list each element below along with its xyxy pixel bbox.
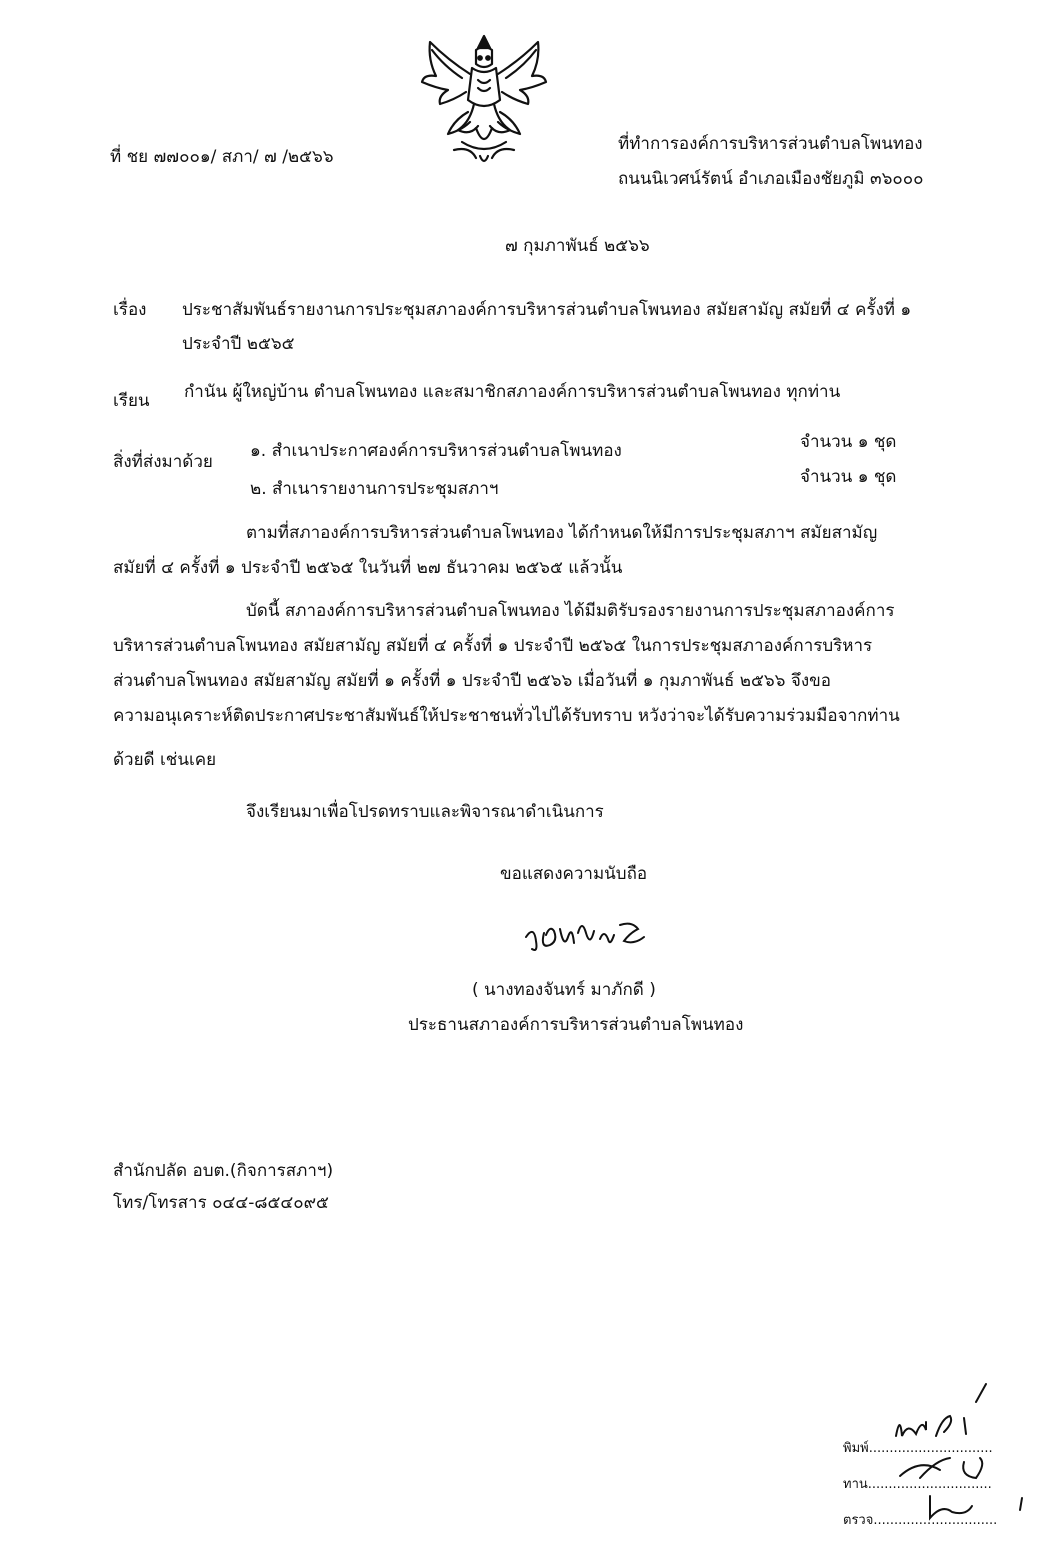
garuda-emblem-icon [418,30,550,170]
enclosures-label: สิ่งที่ส่งมาด้วย [113,452,213,472]
footer-phone: โทร/โทรสาร ๐๔๔-๘๕๔๐๙๕ [113,1193,329,1213]
typed-by-line: พิมพ์.............................. [843,1441,993,1456]
handwritten-initials-icon [880,1378,1030,1528]
enclosure-qty-1: จำนวน ๑ ชุด [800,432,897,452]
para2-line-1: บัดนี้ สภาองค์การบริหารส่วนตำบลโพนทอง ได้มีมติรับรองรายงานการประชุมสภาองค์การ [246,601,895,621]
closing-salutation: ขอแสดงความนับถือ [500,864,648,884]
para2-line-4: ความอนุเคราะห์ติดประกาศประชาสัมพันธ์ให้ประชาชนทั่วไปได้รับทราบ หวังว่าจะได้รับความร่วมมือจากท่าน [113,706,900,726]
proofread-by-line: ทาน.............................. [843,1477,992,1492]
para1-line-2: สมัยที่ ๔ ครั้งที่ ๑ ประจำปี ๒๕๖๕ ในวันที่ ๒๗ ธันวาคม ๒๕๖๕ แล้วนั้น [113,558,623,578]
subject-label: เรื่อง [113,300,147,320]
signatory-name: ( นางทองจันทร์ มาภักดี ) [472,980,656,1000]
document-number: ที่ ชย ๗๗๐๐๑/ สภา/ ๗ /๒๕๖๖ [110,147,334,167]
enclosure-qty-2: จำนวน ๑ ชุด [800,467,897,487]
checked-by-line: ตรวจ.............................. [843,1513,998,1528]
office-address-line-1: ที่ทำการองค์การบริหารส่วนตำบลโพนทอง [618,134,923,154]
footer-department: สำนักปลัด อบต.(กิจการสภาฯ) [113,1161,334,1181]
subject-line-1: ประชาสัมพันธ์รายงานการประชุมสภาองค์การบริหารส่วนตำบลโพนทอง สมัยสามัญ สมัยที่ ๔ ครั้งที่ ๑ [182,300,912,320]
para2-line-3: ส่วนตำบลโพนทอง สมัยสามัญ สมัยที่ ๑ ครั้งที่ ๑ ประจำปี ๒๕๖๖ เมื่อวันที่ ๑ กุมภาพันธ์ ๒๕๖๖ จึงขอ [113,671,831,691]
enclosure-item-1: ๑. สำเนาประกาศองค์การบริหารส่วนตำบลโพนทอง [250,441,622,461]
document-date: ๗ กุมภาพันธ์ ๒๕๖๖ [505,236,650,256]
para2-line-2: บริหารส่วนตำบลโพนทอง สมัยสามัญ สมัยที่ ๔ ครั้งที่ ๑ ประจำปี ๒๕๖๕ ในการประชุมสภาองค์การบริหาร [113,636,873,656]
para1-line-1: ตามที่สภาองค์การบริหารส่วนตำบลโพนทอง ได้กำหนดให้มีการประชุมสภาฯ สมัยสามัญ [246,523,878,543]
recipient-text: กำนัน ผู้ใหญ่บ้าน ตำบลโพนทอง และสมาชิกสภาองค์การบริหารส่วนตำบลโพนทอง ทุกท่าน [184,382,841,402]
recipient-label: เรียน [113,391,150,411]
handwritten-signature-icon [520,915,650,965]
para2-line-5: ด้วยดี เช่นเคย [113,750,217,770]
signatory-position: ประธานสภาองค์การบริหารส่วนตำบลโพนทอง [408,1015,744,1035]
enclosure-item-2: ๒. สำเนารายงานการประชุมสภาฯ [250,479,499,499]
office-address-line-2: ถนนนิเวศน์รัตน์ อำเภอเมืองชัยภูมิ ๓๖๐๐๐ [618,169,924,189]
closing-request: จึงเรียนมาเพื่อโปรดทราบและพิจารณาดำเนินการ [246,802,604,822]
subject-line-2: ประจำปี ๒๕๖๕ [182,334,295,354]
